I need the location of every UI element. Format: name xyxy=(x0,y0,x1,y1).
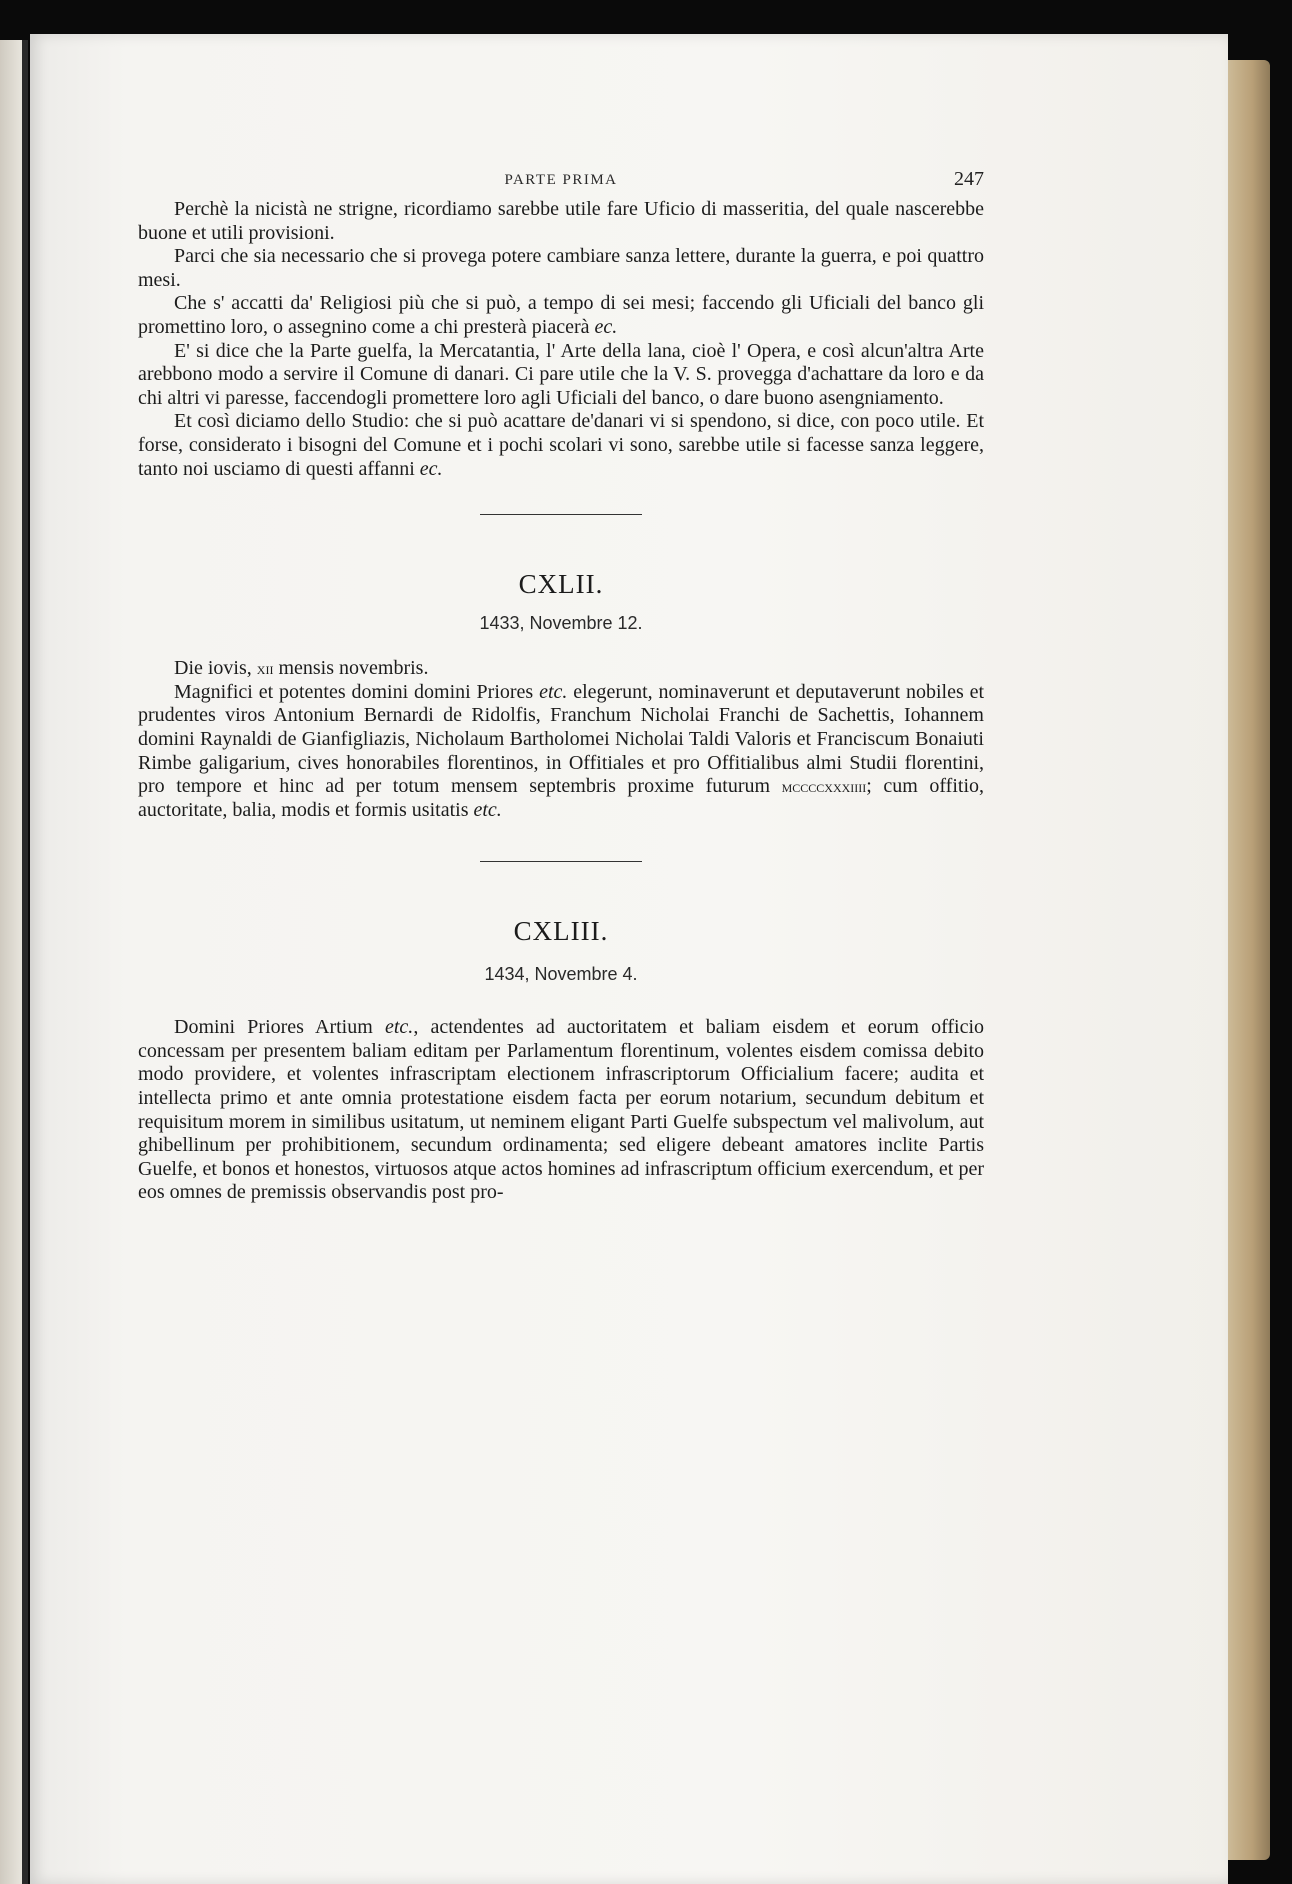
small-caps-numeral: xii xyxy=(256,659,274,679)
intro-text xyxy=(138,198,984,481)
running-title: PARTE PRIMA xyxy=(504,172,618,188)
document-section xyxy=(138,569,984,822)
etc-abbrev: etc. xyxy=(385,1016,414,1039)
section-number: CXLIII. xyxy=(513,916,609,947)
paragraph xyxy=(138,1016,984,1205)
section-separator xyxy=(480,861,642,862)
paragraph-text: Domini Priores Artium xyxy=(174,1016,373,1039)
etc-abbrev: ec. xyxy=(594,315,618,338)
book-page xyxy=(30,34,1228,1884)
small-caps-numeral: mccccxxxiiii xyxy=(781,777,867,797)
gutter-shadow xyxy=(22,40,28,1884)
paragraph: Perchè la nicistà ne strigne, ricordiamo sarebbe utile fare Uficio di masseritia, del quale nascerebbe buone et utili provisioni. xyxy=(138,198,984,244)
etc-abbrev: ec. xyxy=(419,457,443,480)
paragraph: Parci che sia necessario che si provega potere cambiare sanza lettere, durante la guerra, e poi quattro mesi. xyxy=(138,245,984,291)
paragraph xyxy=(138,681,984,823)
paragraph xyxy=(138,292,984,339)
paragraph-text: Magnifici et potentes domini domini Priores xyxy=(174,680,534,703)
section-date: 1433, Novembre 12. xyxy=(479,613,643,634)
paragraph-text: mensis novembris. xyxy=(278,657,429,680)
section-body xyxy=(138,1016,984,1205)
section-date: 1434, Novembre 4. xyxy=(484,964,638,985)
document-section xyxy=(138,916,984,1205)
page-content xyxy=(138,168,985,1205)
etc-abbrev: etc. xyxy=(473,798,502,821)
page-number: 247 xyxy=(954,168,984,190)
paragraph: E' si dice che la Parte guelfa, la Mercatantia, l' Arte della lana, cioè l' Opera, e così alcun'altra Arte arebbono modo a servire il Comune di danari. Ci pare utile che la V. S. provegga d'achattare da loro e da chi altri vi paresse, faccendogli promettere loro agli Uficiali del banco, o dare buono asengniamento. xyxy=(138,339,984,409)
paragraph xyxy=(138,410,984,481)
paragraph-text: Che s' accatti da' Religiosi più che si può, a tempo di sei mesi; faccendo gli Uficiali del banco gli promettino loro, o assegnino come a chi presterà piacerà xyxy=(138,292,984,338)
paragraph-text: Et così diciamo dello Studio: che si può acattare de'danari vi si spendono, si dice, con poco utile. Et forse, considerato i bisogni del Comune et i pochi scolari vi sono, sarebbe utile si facesse sanza leggere, tanto noi usciamo di questi affanni xyxy=(138,410,984,480)
section-body xyxy=(138,657,984,822)
adjacent-page-sliver xyxy=(0,40,22,1884)
etc-abbrev: etc. xyxy=(539,680,568,703)
paragraph xyxy=(138,657,984,681)
paragraph-text: , actendentes ad auctoritatem et baliam eisdem et eorum officio concessam per presentem baliam editam per Parlamentum florentinum, volentes eisdem comissa debito modo providere, et volentes infrascriptam electionem infrascriptorum Officialium facere; audita et intellecta primo et ante omnia protestatione eisdem facta per eorum notarium, secundum debitum et requisitum morem in similibus usitatum, ut neminem eligant Parti Guelfe subspectum vel malivolum, aut ghibellinum per prohibitionem, secundum ordinamenta; sed eligere debeant amatores inclite Partis Guelfe, et bonos et honestos, virtuosos atque actos homines ad infrascriptum officium exercendum, et per eos omnes de premissis observandis post pro- xyxy=(138,1016,985,1204)
running-head xyxy=(138,168,984,206)
paragraph-text: ; cum offitio, auctoritate, balia, modis et formis usitatis xyxy=(138,775,985,821)
paragraph-text: elegerunt, nominaverunt et deputaverunt nobiles et prudentes viros Antonium Bernardi de Ridolfis, Franchum Nicholai Franchi de Sachettis, Iohannem domini Raynaldi de Gianfigliazis, Nicholaum Bartholomei Nicholai Taldi Valoris et Franciscum Bonaiuti Rimbe galigarium, cives honorabiles florentinos, in Offitiales et pro Offitialibus almi Studii florentini, pro tempore et hinc ad per totum mensem septembris proxime futurum xyxy=(138,680,985,798)
paragraph-text: Die iovis, xyxy=(174,657,252,680)
section-number: CXLII. xyxy=(518,569,604,600)
section-separator xyxy=(480,514,642,515)
